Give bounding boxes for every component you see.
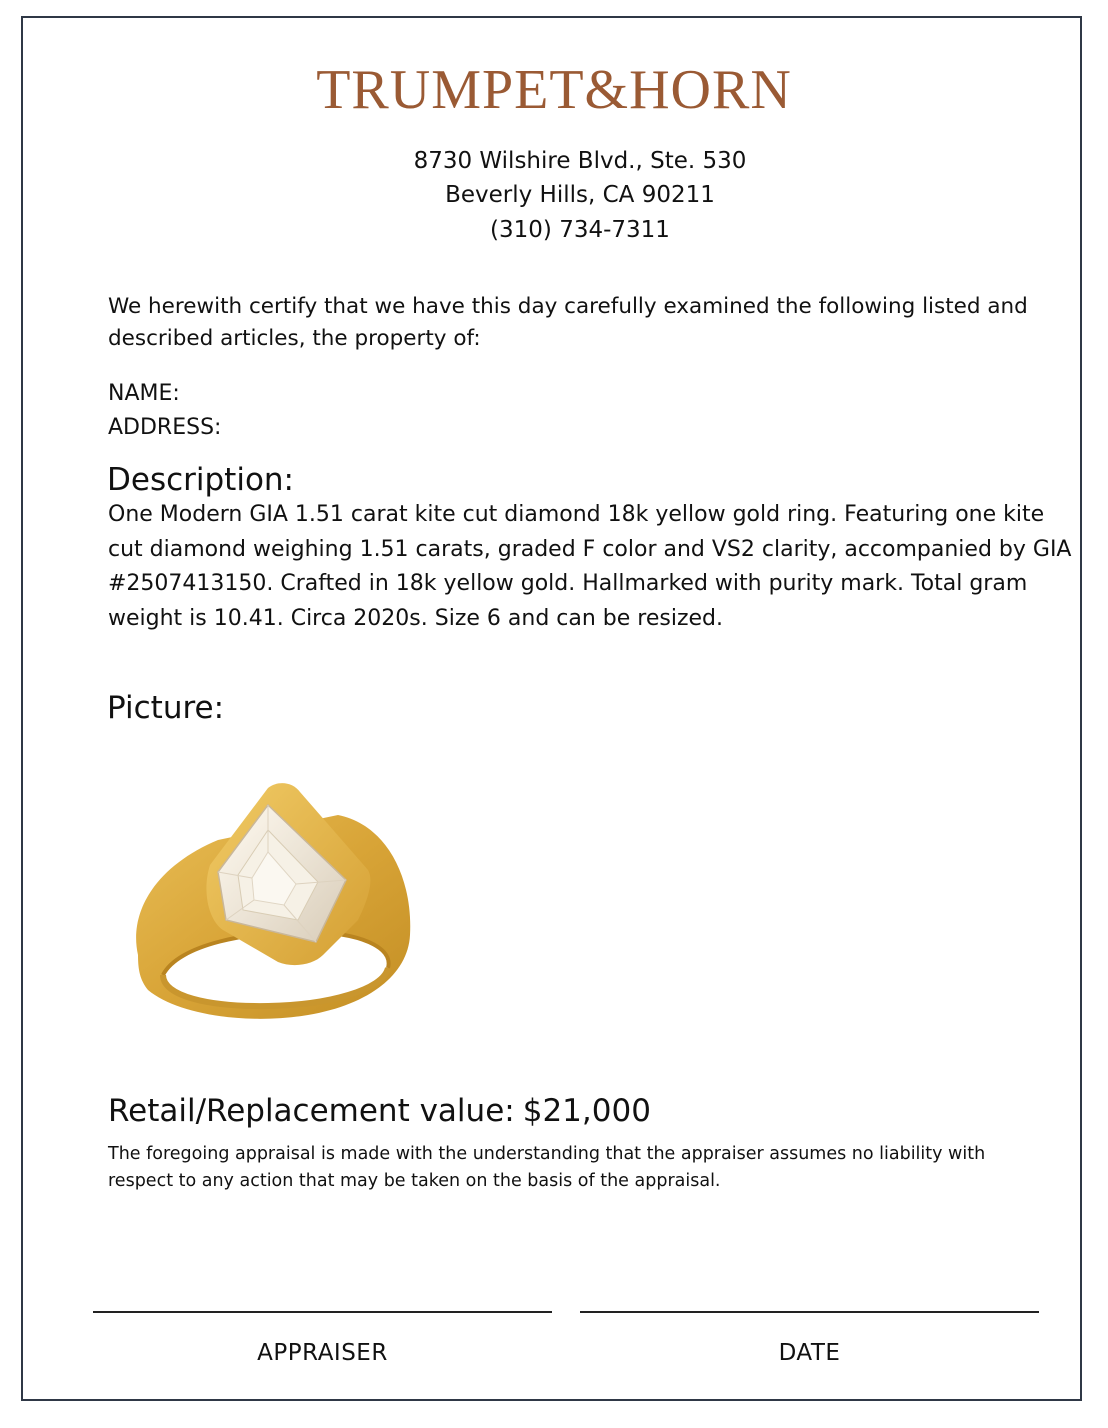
name-label: NAME: xyxy=(108,381,180,406)
disclaimer-text: The foregoing appraisal is made with the understanding that the appraiser assumes no liability with respect to any action that may be taken on the basis of the appraisal. xyxy=(108,1144,986,1191)
valuation-label: Retail/Replacement value: xyxy=(108,1093,515,1129)
description-text: One Modern GIA 1.51 carat kite cut diamond 18k yellow gold ring. Featuring one kite cut diamond weighing 1.51 carats, graded F color and VS2 clarity, accompanied by GIA #2507413150. Crafted in 18k yellow gold. Hallmarked with purity mark. Total gram weight is 10.41. Circa 2020s. Size 6 and can be resized. xyxy=(108,502,1072,631)
address-label: ADDRESS: xyxy=(108,415,222,440)
picture-heading: Picture: xyxy=(107,690,225,726)
address-street: 8730 Wilshire Blvd., Ste. 530 xyxy=(413,148,747,174)
ring-photo xyxy=(118,770,428,1035)
address-phone: (310) 734-7311 xyxy=(490,217,670,243)
appraiser-signature-line xyxy=(93,1311,552,1313)
valuation-amount: $21,000 xyxy=(522,1093,651,1129)
address-city: Beverly Hills, CA 90211 xyxy=(445,182,715,208)
date-signature-line xyxy=(580,1311,1039,1313)
brand-logo: TRUMPET&HORN xyxy=(316,59,792,121)
valuation-row xyxy=(108,1093,651,1129)
ring-icon xyxy=(118,770,428,1035)
description-heading: Description: xyxy=(107,462,294,498)
appraiser-label: APPRAISER xyxy=(257,1340,388,1366)
date-label: DATE xyxy=(778,1340,841,1366)
certification-intro: We herewith certify that we have this day carefully examined the following listed and described articles, the property of: xyxy=(108,294,1028,351)
